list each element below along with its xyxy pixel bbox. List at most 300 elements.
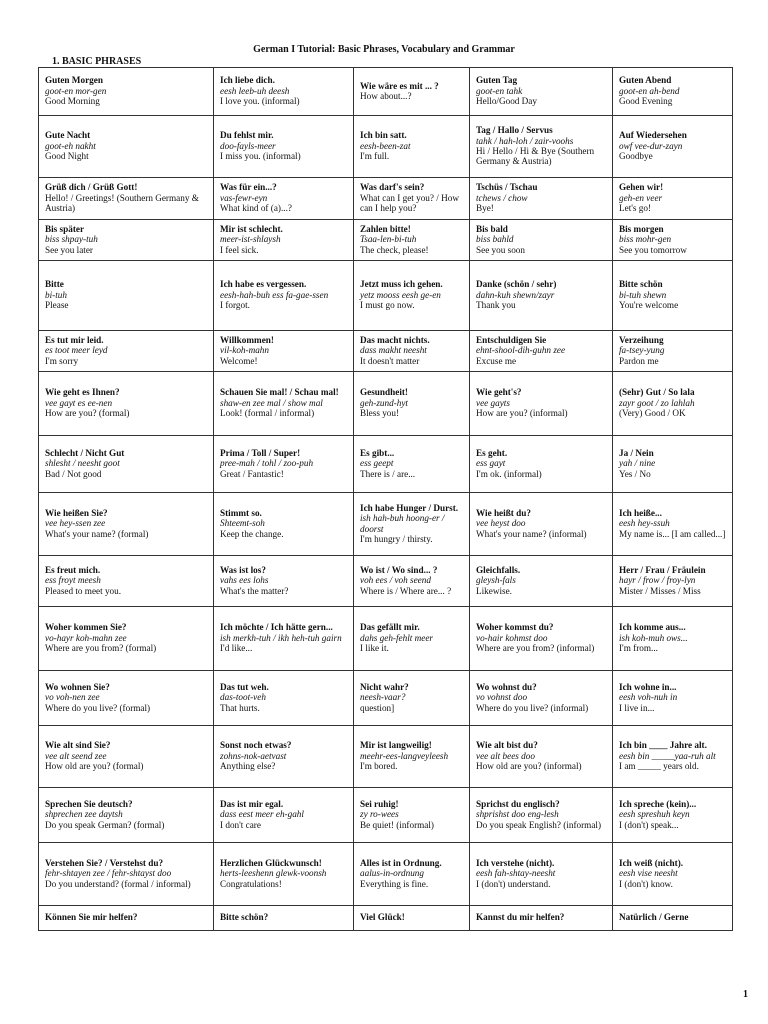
table-row (39, 261, 733, 331)
german-phrase: Viel Glück! (360, 912, 405, 923)
document-title: German I Tutorial: Basic Phrases, Vocabulary and Grammar (253, 44, 515, 55)
german-phrase: Danke (schön / sehr) (476, 279, 557, 290)
german-phrase: Guten Abend (619, 75, 672, 86)
german-phrase: Herr / Frau / Fräulein (619, 564, 706, 575)
phrase-cell (354, 436, 470, 493)
phrase-cell (470, 178, 613, 220)
german-phrase: Wie heißt du? (476, 507, 531, 518)
phrase-cell (214, 493, 354, 556)
phrase-cell (354, 493, 470, 556)
english-translation: Hello/Good Day (476, 96, 537, 107)
phrase-table (38, 67, 733, 931)
phrase-cell (613, 116, 733, 178)
english-translation: I like it. (360, 643, 389, 654)
phrase-cell (214, 220, 354, 261)
pronunciation: eesh bin _____yaa-ruh alt (619, 750, 716, 761)
phrase-cell (354, 843, 470, 906)
german-phrase: Alles ist in Ordnung. (360, 857, 442, 868)
german-phrase: Kannst du mir helfen? (476, 912, 565, 923)
english-translation: Please (45, 300, 69, 311)
english-translation: See you later (45, 244, 93, 255)
phrase-cell (470, 726, 613, 788)
pronunciation: herts-leeshenn glewk-voonsh (220, 868, 327, 879)
german-phrase: Guten Tag (476, 75, 518, 86)
german-phrase: Sprechen Sie deutsch? (45, 798, 133, 809)
pronunciation: vo-hair kohmst doo (476, 632, 548, 643)
phrase-cell (354, 68, 470, 116)
english-translation: What can I get you? / How can I help you? (360, 192, 459, 214)
german-phrase: Es tut mir leid. (45, 334, 104, 345)
phrase-cell (354, 726, 470, 788)
phrase-cell (470, 436, 613, 493)
phrase-cell (39, 556, 214, 607)
german-phrase: Nicht wahr? (360, 681, 409, 692)
english-translation: Good Evening (619, 96, 673, 107)
english-translation: Good Night (45, 151, 89, 162)
german-phrase: Willkommen! (220, 334, 274, 345)
pronunciation: vil-koh-mahn (220, 345, 269, 356)
english-translation: I love you. (informal) (220, 96, 300, 107)
english-translation: Good Morning (45, 96, 100, 107)
pronunciation: biss bahld (476, 234, 514, 245)
german-phrase: (Sehr) Gut / So lala (619, 387, 695, 398)
phrase-cell (39, 843, 214, 906)
english-translation: Likewise. (476, 585, 512, 596)
table-row (39, 116, 733, 178)
german-phrase: Natürlich / Gerne (619, 912, 689, 923)
german-phrase: Ich liebe dich. (220, 75, 275, 86)
table-row (39, 331, 733, 372)
german-phrase: Zahlen bitte! (360, 223, 411, 234)
phrase-cell (214, 261, 354, 331)
phrase-cell (39, 220, 214, 261)
pronunciation: aalus-in-ordnung (360, 868, 424, 879)
english-translation: Goodbye (619, 151, 653, 162)
pronunciation: ehnt-shool-dih-guhn zee (476, 345, 566, 356)
pronunciation: eesh-hah-buh ess fa-gae-ssen (220, 289, 329, 300)
phrase-cell (214, 906, 354, 931)
english-translation: I'm from... (619, 643, 658, 654)
table-row (39, 788, 733, 843)
phrase-cell (470, 607, 613, 671)
german-phrase: Woher kommst du? (476, 622, 554, 633)
english-translation: How old are you? (informal) (476, 761, 582, 772)
german-phrase: Gesundheit! (360, 387, 408, 398)
german-phrase: Mir ist schlecht. (220, 223, 283, 234)
pronunciation: yah / nine (619, 458, 656, 469)
phrase-cell (470, 671, 613, 726)
phrase-cell (354, 178, 470, 220)
english-translation: I (don't) know. (619, 878, 673, 889)
german-phrase: Ja / Nein (619, 447, 654, 458)
english-translation: Great / Fantastic! (220, 468, 284, 479)
english-translation: There is / are... (360, 468, 416, 479)
english-translation: I'm hungry / thirsty. (360, 533, 433, 544)
phrase-cell (354, 116, 470, 178)
pronunciation: fehr-shtayen zee / fehr-shtayst doo (45, 868, 172, 879)
phrase-cell (39, 68, 214, 116)
german-phrase: Ich wohne in... (619, 681, 677, 692)
english-translation: (Very) Good / OK (619, 408, 686, 419)
german-phrase: Gleichfalls. (476, 564, 521, 575)
german-phrase: Sonst noch etwas? (220, 740, 292, 751)
phrase-cell (470, 556, 613, 607)
german-phrase: Wo ist / Wo sind... ? (360, 564, 438, 575)
german-phrase: Was ist los? (220, 564, 266, 575)
german-phrase: Ich komme aus... (619, 622, 686, 633)
pronunciation: ess froyt meesh (45, 575, 101, 586)
pronunciation: vo vohnst doo (476, 692, 528, 703)
pronunciation: goot-en tahk (476, 85, 523, 96)
pronunciation: bi-tuh (45, 289, 67, 300)
phrase-cell (470, 220, 613, 261)
pronunciation: doo-fayls-meer (220, 140, 276, 151)
pronunciation: dahn-kuh shewn/zayr (476, 289, 555, 300)
pronunciation: goot-en mor-gen (45, 85, 107, 96)
english-translation: Yes / No (619, 468, 651, 479)
pronunciation: vee gayts (476, 397, 510, 408)
phrase-cell (613, 261, 733, 331)
pronunciation: eesh leeb-uh deesh (220, 85, 290, 96)
phrase-cell (613, 372, 733, 436)
pronunciation: vas-fewr-eyn (220, 192, 268, 203)
german-phrase: Prima / Toll / Super! (220, 447, 301, 458)
german-phrase: Sei ruhig! (360, 798, 399, 809)
english-translation: Where is / Where are... ? (360, 585, 452, 596)
german-phrase: Ich bin satt. (360, 130, 407, 141)
pronunciation: vee hey-ssen zee (45, 518, 106, 529)
german-phrase: Was darf's sein? (360, 182, 425, 193)
phrase-cell (613, 331, 733, 372)
german-phrase: Was für ein...? (220, 182, 277, 193)
german-phrase: Schlecht / Nicht Gut (45, 447, 125, 458)
english-translation: Pleased to meet you. (45, 585, 122, 596)
pronunciation: shaw-en zee mal / show mal (220, 397, 323, 408)
pronunciation: dass eest meer eh-gahl (220, 809, 304, 820)
pronunciation: eesh hey-ssuh (619, 518, 670, 529)
english-translation: I'm ok. (informal) (476, 468, 542, 479)
english-translation: I don't care (220, 819, 261, 830)
english-translation: Where are you from? (informal) (476, 643, 595, 654)
phrase-cell (354, 906, 470, 931)
german-phrase: Wie wäre es mit ... ? (360, 80, 439, 91)
english-translation: Bless you! (360, 408, 400, 419)
pronunciation: ish hah-buh hoong-er / doorst (360, 513, 445, 534)
pronunciation: vee gayt es ee-nen (45, 397, 113, 408)
german-phrase: Auf Wiedersehen (619, 130, 687, 141)
english-translation: Hi / Hello / Hi & Bye (Southern Germany & Austria) (476, 146, 595, 167)
phrase-cell (39, 372, 214, 436)
german-phrase: Es geht. (476, 447, 508, 458)
german-phrase: Entschuldigen Sie (476, 334, 547, 345)
pronunciation: biss mohr-gen (619, 234, 672, 245)
phrase-cell (613, 493, 733, 556)
phrase-cell (214, 331, 354, 372)
english-translation: See you tomorrow (619, 244, 687, 255)
english-translation: Do you speak German? (formal) (45, 819, 165, 830)
phrase-cell (354, 331, 470, 372)
pronunciation: owf vee-dur-zayn (619, 140, 683, 151)
english-translation: question] (360, 702, 395, 713)
phrase-cell (214, 372, 354, 436)
phrase-cell (613, 788, 733, 843)
phrase-cell (470, 331, 613, 372)
english-translation: I must go now. (360, 300, 415, 311)
page-number: 1 (743, 989, 748, 1000)
english-translation: I live in... (619, 702, 655, 713)
german-phrase: Tag / Hallo / Servus (476, 125, 553, 136)
phrase-cell (470, 116, 613, 178)
english-translation: That hurts. (220, 702, 260, 713)
phrase-cell (39, 788, 214, 843)
german-phrase: Wie geht's? (476, 387, 522, 398)
phrase-cell (613, 68, 733, 116)
pronunciation: shprechen zee daytsh (45, 809, 123, 820)
pronunciation: meer-ist-shlaysh (220, 234, 281, 245)
pronunciation: shprishst doo eng-lesh (476, 809, 559, 820)
german-phrase: Wie geht es Ihnen? (45, 387, 120, 398)
german-phrase: Wo wohnst du? (476, 681, 537, 692)
english-translation: Thank you (476, 300, 516, 311)
english-translation: I'm sorry (45, 355, 79, 366)
german-phrase: Woher kommen Sie? (45, 622, 127, 633)
german-phrase: Wo wohnen Sie? (45, 681, 110, 692)
english-translation: I'm full. (360, 151, 390, 162)
phrase-cell (39, 726, 214, 788)
pronunciation: ish koh-muh ows... (619, 632, 688, 643)
english-translation: Anything else? (220, 761, 276, 772)
english-translation: How are you? (informal) (476, 408, 568, 419)
pronunciation: tchews / chow (476, 192, 528, 203)
english-translation: Do you understand? (formal / informal) (45, 878, 191, 889)
pronunciation: zayr goot / zo lahlah (619, 397, 695, 408)
phrase-cell (470, 843, 613, 906)
english-translation: Hello! / Greetings! (Southern Germany & Austria) (45, 192, 199, 214)
pronunciation: dass makht neesht (360, 345, 427, 356)
english-translation: Congratulations! (220, 878, 282, 889)
english-translation: I'm bored. (360, 761, 398, 772)
pronunciation: dahs geh-fehlt meer (360, 632, 433, 643)
phrase-cell (354, 220, 470, 261)
english-translation: How about...? (360, 91, 412, 101)
phrase-cell (470, 372, 613, 436)
table-row (39, 68, 733, 116)
phrase-cell (470, 493, 613, 556)
phrase-cell (613, 607, 733, 671)
german-phrase: Es freut mich. (45, 564, 101, 575)
german-phrase: Das ist mir egal. (220, 798, 284, 809)
pronunciation: Shteemt-soh (220, 518, 265, 529)
phrase-cell (39, 607, 214, 671)
phrase-cell (613, 556, 733, 607)
phrase-cell (470, 906, 613, 931)
phrase-cell (214, 178, 354, 220)
pronunciation: eesh voh-nuh in (619, 692, 678, 703)
english-translation: It doesn't matter (360, 355, 420, 366)
phrase-cell (214, 68, 354, 116)
english-translation: My name is... [I am called...] (619, 528, 726, 539)
pronunciation: meehr-ees-langveyleesh (360, 750, 449, 761)
german-phrase: Wie alt bist du? (476, 740, 538, 751)
german-phrase: Grüß dich / Grüß Gott! (45, 182, 138, 193)
phrase-cell (613, 843, 733, 906)
german-phrase: Das gefällt mir. (360, 622, 420, 633)
pronunciation: zy ro-wees (360, 809, 399, 820)
english-translation: Bad / Not good (45, 468, 102, 479)
pronunciation: eesh vise neesht (619, 868, 678, 879)
pronunciation: gleysh-fals (476, 575, 516, 586)
english-translation: I'd like... (220, 643, 253, 654)
phrase-cell (214, 116, 354, 178)
pronunciation: biss shpay-tuh (45, 234, 98, 245)
phrase-cell (613, 220, 733, 261)
pronunciation: ess gayt (476, 458, 506, 469)
german-phrase: Bitte schön? (220, 912, 269, 923)
german-phrase: Schauen Sie mal! / Schau mal! (220, 387, 339, 398)
english-translation: Keep the change. (220, 528, 284, 539)
pronunciation: es toot meer leyd (45, 345, 108, 356)
german-phrase: Ich verstehe (nicht). (476, 857, 555, 868)
german-phrase: Ich habe es vergessen. (220, 279, 307, 290)
german-phrase: Das tut weh. (220, 681, 269, 692)
phrase-cell (214, 556, 354, 607)
phrase-cell (39, 493, 214, 556)
german-phrase: Bitte schön (619, 279, 663, 290)
phrase-cell (214, 788, 354, 843)
pronunciation: yetz mooss eesh ge-en (360, 289, 441, 300)
german-phrase: Stimmt so. (220, 507, 262, 518)
pronunciation: neesh-vaar? (360, 692, 406, 703)
pronunciation: ess geept (360, 458, 394, 469)
english-translation: I (don't) understand. (476, 878, 551, 889)
table-row (39, 906, 733, 931)
phrase-cell (39, 436, 214, 493)
english-translation: Look! (formal / informal) (220, 408, 315, 419)
phrase-cell (214, 843, 354, 906)
phrase-cell (470, 261, 613, 331)
english-translation: How old are you? (formal) (45, 761, 144, 772)
phrase-cell (613, 726, 733, 788)
english-translation: Mister / Misses / Miss (619, 585, 701, 596)
german-phrase: Jetzt muss ich gehen. (360, 279, 443, 290)
phrase-cell (470, 788, 613, 843)
phrase-cell (613, 436, 733, 493)
german-phrase: Bitte (45, 279, 64, 290)
pronunciation: vee heyst doo (476, 518, 526, 529)
english-translation: You're welcome (619, 300, 679, 311)
english-translation: I am _____ years old. (619, 761, 699, 772)
phrase-cell (354, 261, 470, 331)
phrase-cell (354, 671, 470, 726)
pronunciation: vahs ees lohs (220, 575, 269, 586)
phrase-table-body (39, 68, 733, 931)
pronunciation: geh-en veer (619, 192, 663, 203)
german-phrase: Du fehlst mir. (220, 130, 274, 141)
english-translation: What's your name? (formal) (45, 528, 149, 539)
english-translation: Where do you live? (formal) (45, 702, 151, 713)
pronunciation: shlesht / neesht goot (45, 458, 120, 469)
phrase-cell (39, 671, 214, 726)
german-phrase: Verstehen Sie? / Verstehst du? (45, 857, 164, 868)
pronunciation: Tsaa-len-bi-tuh (360, 234, 417, 245)
german-phrase: Guten Morgen (45, 75, 103, 86)
phrase-cell (39, 331, 214, 372)
english-translation: Excuse me (476, 355, 517, 366)
german-phrase: Können Sie mir helfen? (45, 912, 138, 923)
section-heading: 1. BASIC PHRASES (52, 56, 142, 67)
pronunciation: tahk / hah-loh / zair-voohs (476, 135, 574, 146)
phrase-cell (354, 607, 470, 671)
german-phrase: Bis bald (476, 223, 508, 234)
english-translation: The check, please! (360, 244, 429, 255)
german-phrase: Ich weiß (nicht). (619, 857, 684, 868)
german-phrase: Es gibt... (360, 447, 395, 458)
german-phrase: Bis morgen (619, 223, 664, 234)
english-translation: Bye! (476, 203, 494, 214)
phrase-cell (354, 788, 470, 843)
phrase-cell (214, 607, 354, 671)
english-translation: Do you speak English? (informal) (476, 819, 602, 830)
english-translation: What's your name? (informal) (476, 528, 587, 539)
english-translation: Welcome! (220, 355, 258, 366)
english-translation: How are you? (formal) (45, 408, 130, 419)
phrase-cell (613, 178, 733, 220)
table-row (39, 843, 733, 906)
phrase-cell (39, 906, 214, 931)
phrase-cell (354, 372, 470, 436)
phrase-cell (613, 671, 733, 726)
pronunciation: bi-tuh shewn (619, 289, 667, 300)
table-row (39, 556, 733, 607)
pronunciation: eesh spreshuh keyn (619, 809, 690, 820)
phrase-cell (613, 906, 733, 931)
pronunciation: vee alt bees doo (476, 750, 535, 761)
german-phrase: Mir ist langweilig! (360, 740, 432, 751)
english-translation: I feel sick. (220, 244, 259, 255)
german-phrase: Gehen wir! (619, 182, 664, 193)
german-phrase: Ich spreche (kein)... (619, 798, 697, 809)
german-phrase: Bis später (45, 223, 85, 234)
german-phrase: Sprichst du englisch? (476, 798, 560, 809)
pronunciation: eesh-been-zat (360, 140, 411, 151)
english-translation: What's the matter? (220, 585, 289, 596)
pronunciation: vee alt seend zee (45, 750, 107, 761)
table-row (39, 372, 733, 436)
pronunciation: vo-hayr koh-mahn zee (45, 632, 127, 643)
english-translation: I miss you. (informal) (220, 151, 301, 162)
table-row (39, 220, 733, 261)
pronunciation: voh ees / voh seend (360, 575, 431, 586)
english-translation: See you soon (476, 244, 525, 255)
english-translation: Where are you from? (formal) (45, 643, 157, 654)
english-translation: I (don't) speak... (619, 819, 679, 830)
english-translation: What kind of (a)...? (220, 203, 292, 214)
german-phrase: Wie heißen Sie? (45, 507, 108, 518)
table-row (39, 493, 733, 556)
pronunciation: hayr / frow / froy-lyn (619, 575, 696, 586)
english-translation: I forgot. (220, 300, 250, 311)
phrase-cell (470, 68, 613, 116)
pronunciation: vo voh-nen zee (45, 692, 100, 703)
phrase-cell (214, 436, 354, 493)
pronunciation: pree-mah / tohl / zoo-puh (220, 458, 314, 469)
pronunciation: eesh fah-shtay-neesht (476, 868, 556, 879)
table-row (39, 436, 733, 493)
german-phrase: Ich möchte / Ich hätte gern... (220, 622, 333, 633)
pronunciation: goot-en ah-bend (619, 85, 680, 96)
table-row (39, 607, 733, 671)
pronunciation: geh-zund-hyt (360, 397, 408, 408)
